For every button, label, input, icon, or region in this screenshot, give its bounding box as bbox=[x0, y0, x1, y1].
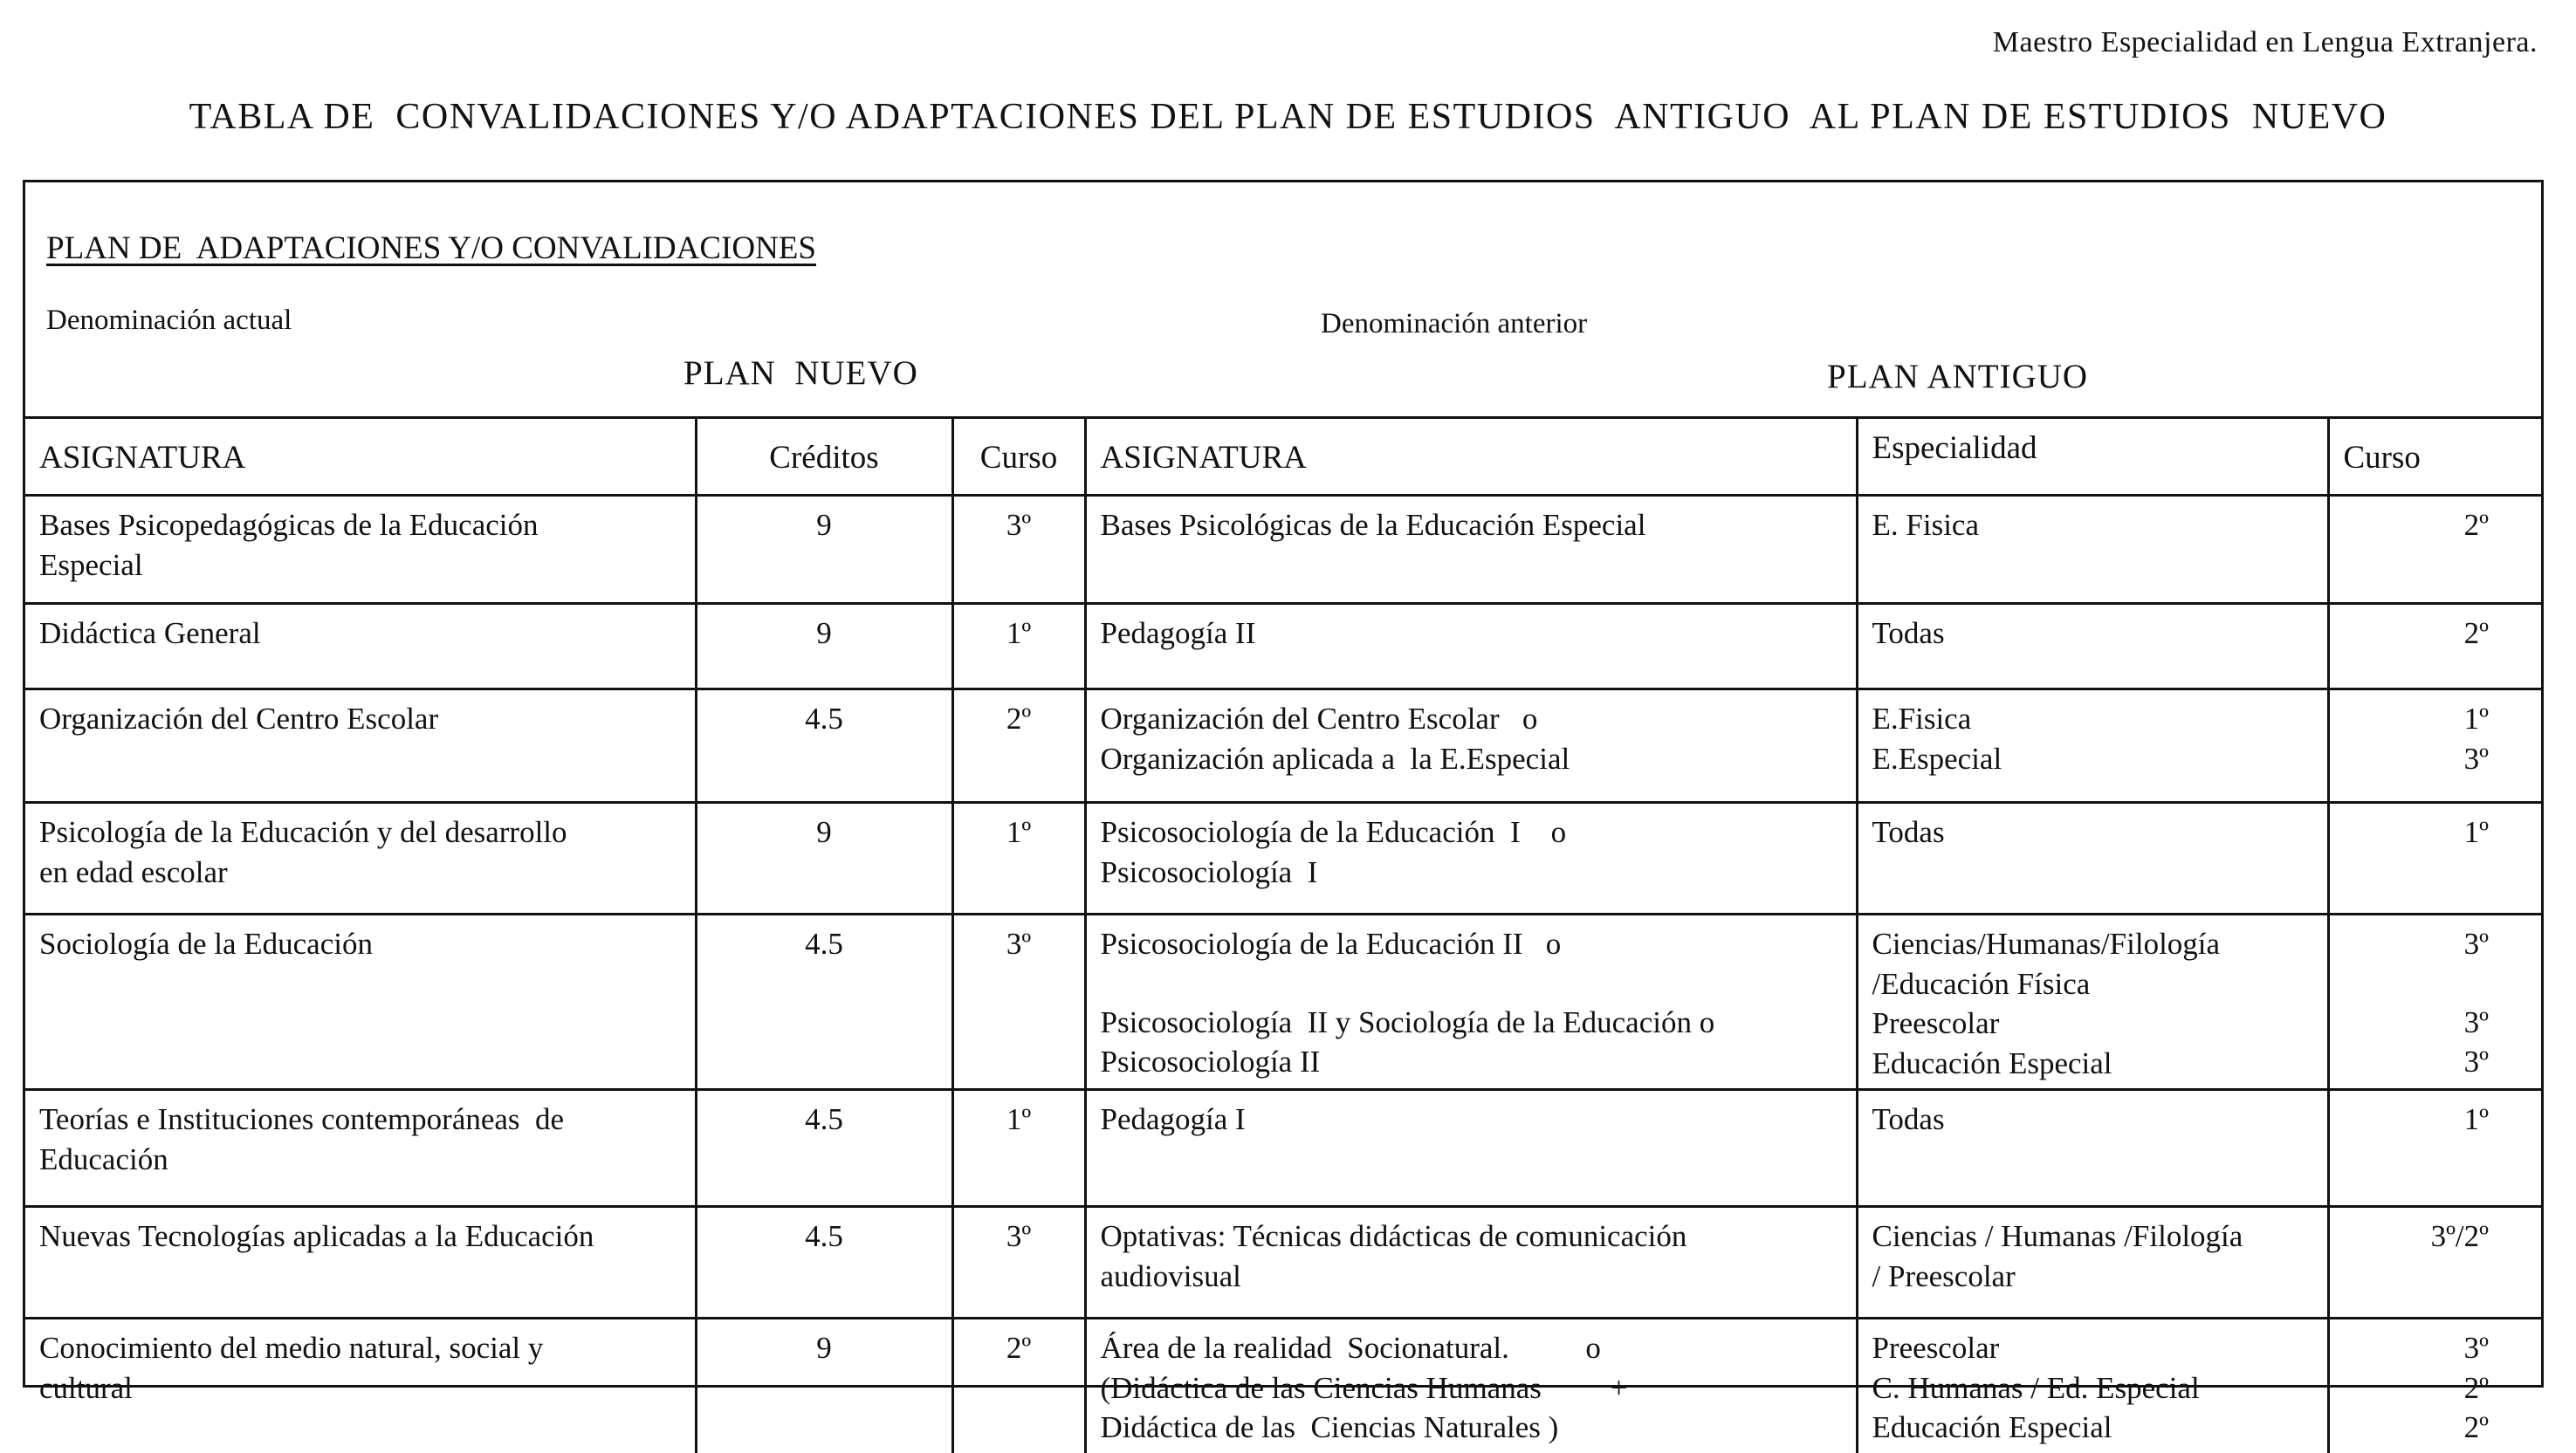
especialidad-text: /Educación Física bbox=[1872, 966, 2091, 1001]
asignatura-antigua-text: Psicosociología II y Sociología de la Educación o bbox=[1100, 1004, 1715, 1039]
asignatura-nueva-text: cultural bbox=[39, 1370, 133, 1405]
curso-antiguo-text: 2º bbox=[2463, 616, 2489, 650]
document-title: TABLA DE CONVALIDACIONES Y/O ADAPTACIONES DEL PLAN DE ESTUDIOS ANTIGUO AL PLAN DE ESTUDIOS NUEVO bbox=[189, 97, 2387, 137]
cell-especialidad bbox=[1857, 1090, 2328, 1207]
curso-antiguo-text: 3º bbox=[2463, 1331, 2489, 1365]
cell-curso-antiguo bbox=[2328, 1090, 2541, 1207]
col-header-curso-nuevo: Curso bbox=[952, 419, 1085, 496]
cell-creditos: 4.5 bbox=[696, 1090, 952, 1207]
especialidad-text: Preescolar bbox=[1872, 1006, 2000, 1040]
denominacion-anterior-label: Denominación anterior bbox=[1321, 308, 1588, 339]
table-row bbox=[25, 915, 2541, 1090]
cell-curso-antiguo bbox=[2328, 1207, 2541, 1319]
cell-asignatura-nueva bbox=[25, 604, 696, 689]
asignatura-nueva-text: Especial bbox=[39, 547, 143, 582]
especialidad-text: / Preescolar bbox=[1872, 1258, 2016, 1293]
curso-antiguo-text: 1º bbox=[2463, 702, 2489, 736]
cell-curso-nuevo: 1º bbox=[952, 803, 1085, 915]
col-header-asignatura-nueva: ASIGNATURA bbox=[25, 419, 696, 496]
asignatura-antigua-text: Organización del Centro Escolar o bbox=[1100, 702, 1538, 736]
asignatura-antigua-text: Organización aplicada a la E.Especial bbox=[1100, 741, 1570, 776]
table-row bbox=[25, 1319, 2541, 1453]
especialidad-text: Todas bbox=[1872, 1102, 1945, 1136]
asignatura-antigua-text: audiovisual bbox=[1100, 1258, 1241, 1293]
asignatura-antigua-text: Psicosociología I bbox=[1100, 854, 1318, 889]
cell-creditos: 4.5 bbox=[696, 1207, 952, 1319]
especialidad-text: C. Humanas / Ed. Especial bbox=[1872, 1370, 2200, 1405]
especialidad-text: Preescolar bbox=[1872, 1331, 2000, 1365]
cell-curso-antiguo bbox=[2328, 689, 2541, 803]
cell-creditos: 4.5 bbox=[696, 689, 952, 803]
denominacion-actual-label: Denominación actual bbox=[46, 305, 292, 336]
cell-asignatura-antigua bbox=[1085, 1090, 1857, 1207]
col-header-asignatura-antigua: ASIGNATURA bbox=[1085, 419, 1857, 496]
curso-antiguo-text: 2º bbox=[2463, 508, 2489, 542]
cell-curso-antiguo bbox=[2328, 604, 2541, 689]
table-row bbox=[25, 1090, 2541, 1207]
table-row bbox=[25, 604, 2541, 689]
asignatura-antigua-text: Optativas: Técnicas didácticas de comunicación bbox=[1100, 1219, 1687, 1253]
curso-antiguo-text: 3º/2º bbox=[2430, 1219, 2489, 1253]
cell-curso-antiguo bbox=[2328, 915, 2541, 1090]
cell-creditos: 9 bbox=[696, 803, 952, 915]
asignatura-antigua-text: Pedagogía I bbox=[1100, 1102, 1246, 1136]
asignatura-nueva-text: Teorías e Instituciones contemporáneas de bbox=[39, 1102, 565, 1136]
asignatura-nueva-text: Educación bbox=[39, 1141, 168, 1176]
especialidad-text: Ciencias/Humanas/Filología bbox=[1872, 927, 2221, 961]
column-header-row bbox=[25, 419, 2541, 496]
cell-asignatura-nueva bbox=[25, 1319, 696, 1453]
cell-creditos: 4.5 bbox=[696, 915, 952, 1090]
cell-asignatura-nueva bbox=[25, 915, 696, 1090]
convalidation-table-frame bbox=[23, 180, 2544, 1444]
cell-asignatura-antigua bbox=[1085, 1207, 1857, 1319]
cell-curso-nuevo: 1º bbox=[952, 604, 1085, 689]
cell-asignatura-antigua bbox=[1085, 915, 1857, 1090]
cell-especialidad bbox=[1857, 1319, 2328, 1453]
cell-asignatura-antigua bbox=[1085, 1319, 1857, 1453]
col-header-curso-antiguo: Curso bbox=[2328, 419, 2541, 496]
asignatura-antigua-text: Psicosociología II bbox=[1100, 1045, 1321, 1079]
curso-antiguo-text: 3º bbox=[2463, 927, 2489, 961]
page-label: Maestro Especialidad en Lengua Extranjera. bbox=[1992, 26, 2538, 58]
cell-especialidad bbox=[1857, 689, 2328, 803]
especialidad-text: Educación Especial bbox=[1872, 1410, 2112, 1444]
table-row bbox=[25, 803, 2541, 915]
convalidation-table bbox=[25, 419, 2541, 1453]
cell-especialidad bbox=[1857, 803, 2328, 915]
asignatura-nueva-text: Didáctica General bbox=[39, 616, 261, 650]
asignatura-antigua-text bbox=[1101, 964, 1842, 1003]
especialidad-text: Todas bbox=[1872, 616, 1945, 650]
especialidad-text: E.Especial bbox=[1872, 741, 2002, 776]
especialidad-text: Ciencias / Humanas /Filología bbox=[1872, 1219, 2243, 1253]
curso-antiguo-text: 2º bbox=[2463, 1370, 2489, 1405]
cell-curso-nuevo: 2º bbox=[952, 689, 1085, 803]
cell-asignatura-antigua bbox=[1085, 496, 1857, 604]
asignatura-antigua-text: (Didáctica de las Ciencias Humanas + bbox=[1100, 1370, 1628, 1405]
cell-especialidad bbox=[1857, 604, 2328, 689]
cell-curso-antiguo bbox=[2328, 496, 2541, 604]
cell-creditos: 9 bbox=[696, 1319, 952, 1453]
curso-antiguo-text: 3º bbox=[2463, 1045, 2489, 1079]
cell-curso-nuevo: 2º bbox=[952, 1319, 1085, 1453]
especialidad-text: E.Fisica bbox=[1872, 702, 1972, 736]
cell-creditos: 9 bbox=[696, 496, 952, 604]
asignatura-nueva-text: Conocimiento del medio natural, social y bbox=[39, 1331, 544, 1365]
asignatura-nueva-text: Organización del Centro Escolar bbox=[39, 702, 439, 736]
cell-asignatura-nueva bbox=[25, 689, 696, 803]
plan-nuevo-heading: PLAN NUEVO bbox=[683, 354, 918, 392]
plan-antiguo-heading: PLAN ANTIGUO bbox=[1827, 358, 2089, 395]
cell-curso-nuevo: 1º bbox=[952, 1090, 1085, 1207]
cell-curso-nuevo: 3º bbox=[952, 915, 1085, 1090]
asignatura-nueva-text: Bases Psicopedagógicas de la Educación bbox=[39, 508, 539, 542]
especialidad-text: Educación Especial bbox=[1872, 1045, 2112, 1080]
curso-antiguo-text: 3º bbox=[2463, 1004, 2489, 1039]
cell-curso-antiguo bbox=[2328, 1319, 2541, 1453]
table-row bbox=[25, 1207, 2541, 1319]
cell-curso-nuevo: 3º bbox=[952, 496, 1085, 604]
cell-asignatura-antigua bbox=[1085, 604, 1857, 689]
asignatura-nueva-text: Nuevas Tecnologías aplicadas a la Educación bbox=[39, 1219, 594, 1253]
asignatura-antigua-text: Psicosociología de la Educación II o bbox=[1100, 927, 1562, 961]
asignatura-antigua-text: Área de la realidad Socionatural. o bbox=[1100, 1331, 1601, 1365]
especialidad-text: Todas bbox=[1872, 815, 1945, 849]
cell-creditos: 9 bbox=[696, 604, 952, 689]
curso-antiguo-text: 2º bbox=[2463, 1410, 2489, 1444]
cell-asignatura-nueva bbox=[25, 1207, 696, 1319]
cell-asignatura-antigua bbox=[1085, 803, 1857, 915]
asignatura-nueva-text: en edad escolar bbox=[39, 854, 228, 889]
table-row bbox=[25, 689, 2541, 803]
cell-especialidad bbox=[1857, 1207, 2328, 1319]
cell-especialidad bbox=[1857, 496, 2328, 604]
asignatura-antigua-text: Pedagogía II bbox=[1100, 616, 1256, 650]
cell-asignatura-nueva bbox=[25, 803, 696, 915]
cell-especialidad bbox=[1857, 915, 2328, 1090]
asignatura-nueva-text: Psicología de la Educación y del desarrollo bbox=[39, 815, 567, 849]
table-row bbox=[25, 496, 2541, 604]
cell-asignatura-nueva bbox=[25, 1090, 696, 1207]
col-header-creditos: Créditos bbox=[696, 419, 952, 496]
cell-asignatura-nueva bbox=[25, 496, 696, 604]
col-header-especialidad: Especialidad bbox=[1857, 419, 2328, 496]
asignatura-antigua-text: Psicosociología de la Educación I o bbox=[1100, 815, 1567, 849]
curso-antiguo-text: 3º bbox=[2463, 741, 2489, 776]
asignatura-antigua-text: Didáctica de las Ciencias Naturales ) bbox=[1100, 1410, 1559, 1444]
cell-curso-nuevo: 3º bbox=[952, 1207, 1085, 1319]
cell-curso-antiguo bbox=[2328, 803, 2541, 915]
curso-antiguo-text bbox=[2344, 964, 2490, 1003]
asignatura-antigua-text: Bases Psicológicas de la Educación Especial bbox=[1100, 508, 1646, 542]
curso-antiguo-text: 1º bbox=[2463, 815, 2489, 849]
cell-asignatura-antigua bbox=[1085, 689, 1857, 803]
table-header-block bbox=[25, 182, 2541, 419]
especialidad-text: E. Fisica bbox=[1872, 508, 1979, 542]
plan-subtitle: PLAN DE ADAPTACIONES Y/O CONVALIDACIONES bbox=[46, 230, 816, 266]
asignatura-nueva-text: Sociología de la Educación bbox=[39, 927, 373, 961]
curso-antiguo-text: 1º bbox=[2463, 1102, 2489, 1136]
